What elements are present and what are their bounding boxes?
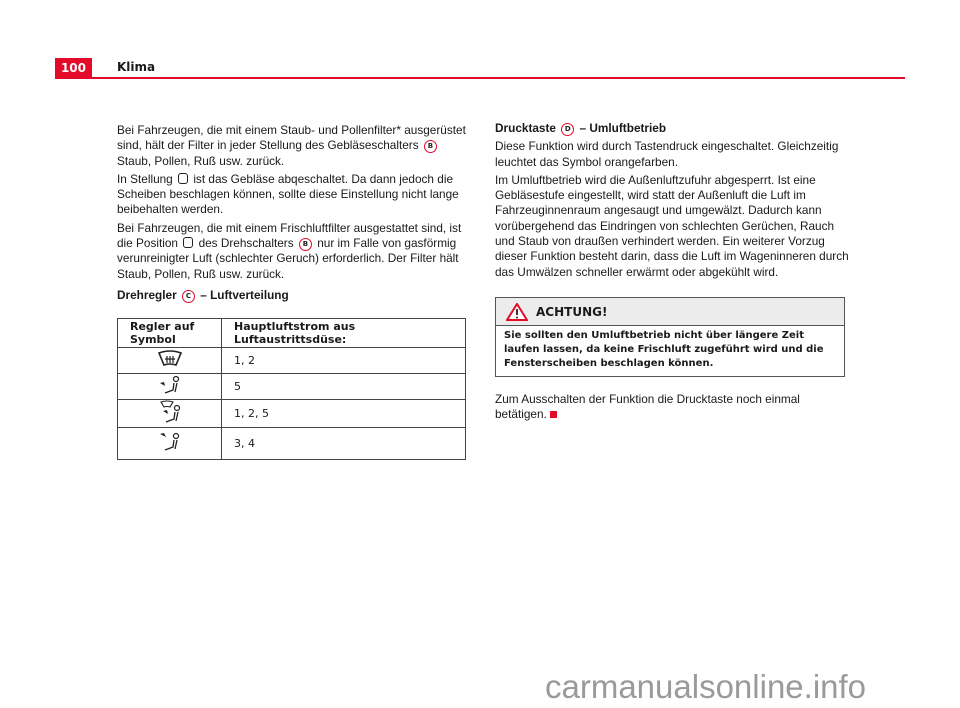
table-cell-value: 3, 4 — [222, 428, 466, 460]
text: Zum Ausschalten der Funktion die Drucktaste noch einmal betätigen. — [495, 392, 800, 422]
page-number: 100 — [55, 58, 92, 78]
text: – Umluftbetrieb — [579, 121, 667, 135]
badge-d: D — [561, 123, 574, 136]
table-cell-value: 1, 2, 5 — [222, 400, 466, 428]
warning-title: ACHTUNG! — [536, 304, 608, 319]
badge-b: B — [424, 140, 437, 153]
paragraph: Diese Funktion wird durch Tastendruck eingeschaltet. Gleichzeitig leuchtet das Symbol orangefarben. — [495, 139, 839, 169]
text: – Luftverteilung — [200, 287, 289, 302]
table-header-row — [118, 319, 466, 348]
header-rule — [55, 77, 905, 79]
left-column — [117, 123, 473, 306]
paragraph-off-position — [117, 172, 473, 218]
section-heading-air-distribution — [117, 288, 473, 303]
text: In Stellung — [117, 171, 173, 186]
watermark: carmanualsonline.info — [545, 668, 867, 705]
text: Drucktaste — [495, 121, 556, 135]
off-position-icon — [183, 237, 193, 248]
text: ist das Gebläse abqeschaltet. Da dann jedoch die Scheiben beschlagen können, sollte diese Einstellung nicht lange beibehalten werden. — [117, 171, 459, 217]
section-heading-recirculation — [495, 121, 851, 136]
closing-paragraph — [495, 392, 851, 426]
text: Bei Fahrzeugen, die mit einem Frischluftfilter ausgestattet sind, ist die Position — [117, 220, 462, 251]
page-title: Klima — [117, 60, 156, 74]
warning-box — [495, 297, 845, 377]
warning-header — [496, 298, 844, 326]
face-air-icon — [118, 428, 222, 460]
text: nur im Falle von gasförmig verunreinigter Luft (schlechter Geruch) erforderlich. Der Filter hält Staub, Pollen, Ruß usw. zurück. — [117, 236, 459, 281]
footwell-air-icon — [118, 374, 222, 400]
table-row — [118, 374, 466, 400]
text: Staub, Pollen, Ruß usw. zurück. — [117, 153, 285, 168]
air-distribution-table — [117, 318, 466, 460]
table-row — [118, 348, 466, 374]
badge-c: C — [182, 290, 195, 303]
off-position-icon — [178, 173, 188, 184]
warning-triangle-icon — [506, 303, 528, 321]
column-header: Regler auf Symbol — [118, 319, 222, 348]
table-row — [118, 428, 466, 460]
end-of-section-icon — [550, 411, 557, 418]
text: des Drehschalters — [198, 236, 294, 251]
windshield-defrost-icon — [118, 348, 222, 374]
text: Drehregler — [117, 287, 177, 302]
table-cell-value: 5 — [222, 374, 466, 400]
column-header: Hauptluftstrom aus Luftaustrittsdüse: — [222, 319, 466, 348]
right-column — [495, 121, 851, 283]
paragraph-fresh-air-filter — [117, 221, 473, 282]
text: Bei Fahrzeugen, die mit einem Staub- und Pollenfilter* ausgerüstet sind, hält der Filter in jeder Stellung des Gebläseschalters — [117, 123, 466, 153]
paragraph-filter — [117, 123, 473, 169]
table-cell-value: 1, 2 — [222, 348, 466, 374]
paragraph: Im Umluftbetrieb wird die Außenluftzufuhr abgesperrt. Ist eine Gebläsestufe eingestellt, wird statt der Außenluft die Luft im Fahrzeuginnenraum angesaugt und umgewälzt. Dadurch kann vorübergehend das Eindringen von schlechten Gerüchen, Rauch und Staub von draußen verhindert werden. Ein weiterer Vorzug dieser Funktion besteht darin, dass die Luft im Wageninneren durch das Umwälzen schneller erwärmt oder abgekühlt wird. — [495, 172, 849, 279]
defrost-footwell-air-icon — [118, 400, 222, 428]
table-row — [118, 400, 466, 428]
warning-text: Sie sollten den Umluftbetrieb nicht über längere Zeit laufen lassen, da keine Frischluft zugeführt wird und die Fensterscheiben beschlagen können. — [504, 330, 824, 369]
badge-b: B — [299, 238, 312, 251]
